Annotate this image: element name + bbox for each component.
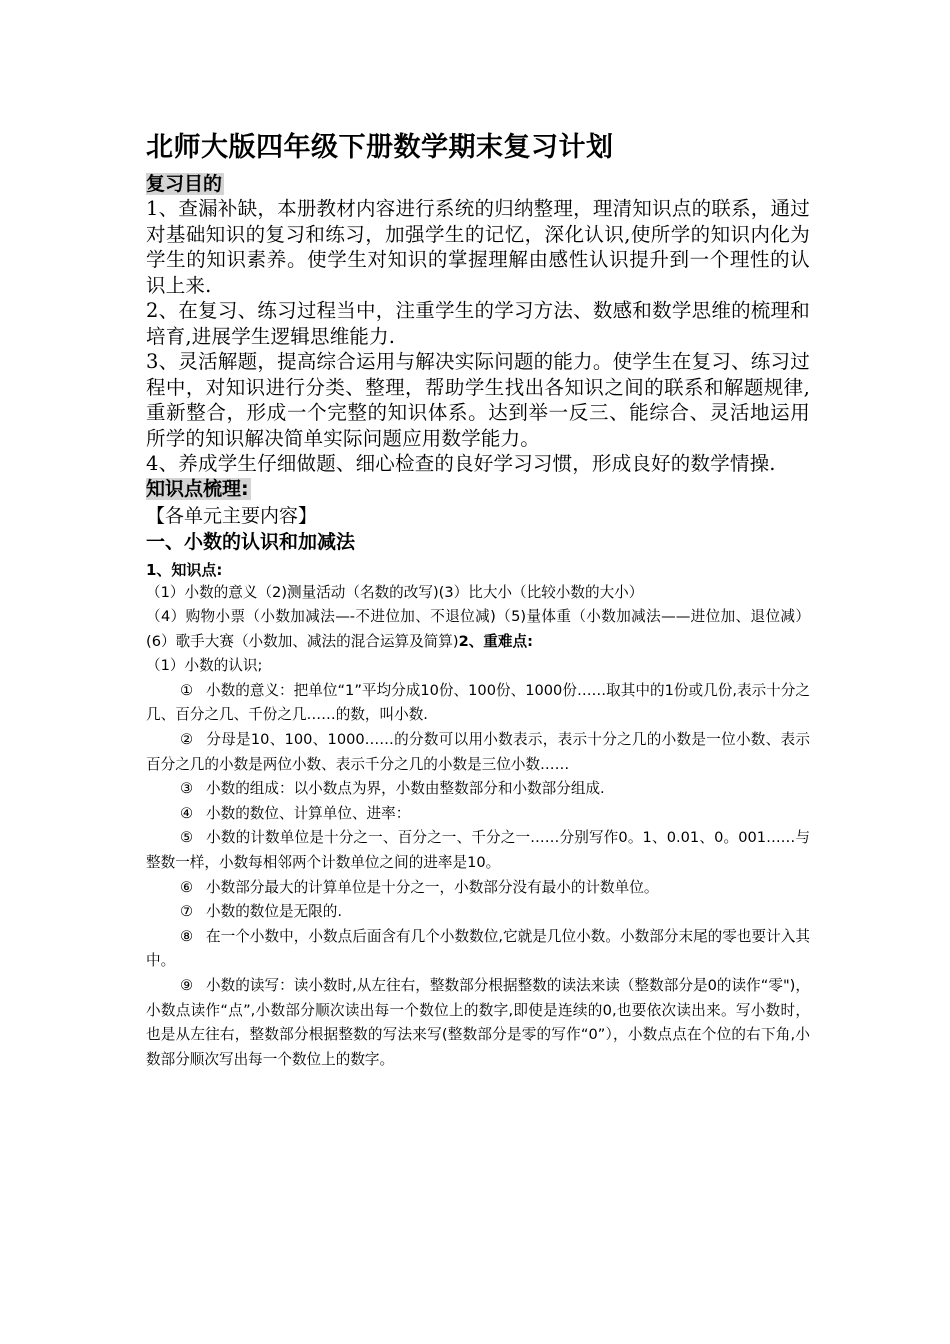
- list-item: [146, 728, 810, 777]
- difficulty-heading: 2、重难点:: [458, 632, 533, 650]
- item-text: 小数的数位是无限的.: [206, 903, 342, 921]
- list-item: [146, 802, 810, 827]
- item-number: ⑧: [180, 927, 194, 945]
- list-item: [146, 974, 810, 1072]
- section-heading-goals-text: 复习目的: [146, 173, 223, 195]
- item-number: ⑨: [180, 977, 194, 994]
- item-text: 小数部分最大的计算单位是十分之一，小数部分没有最小的计数单位。: [206, 878, 659, 896]
- goal-paragraph: 4、养成学生仔细做题、细心检查的良好学习习惯，形成良好的数学情操.: [146, 452, 776, 475]
- knowledge-points-text: （4）购物小票（小数加减法—-不进位加、不退位减)（5)量体重（小数加减法——进位加、退位减）(6）歌手大赛（小数加、减法的混合运算及简算): [146, 608, 810, 650]
- list-item: [146, 876, 810, 901]
- knowledge-points-heading: 1、知识点:: [146, 560, 223, 579]
- item-number: ⑦: [180, 903, 194, 921]
- item-text: 小数的数位、计算单位、进率：: [206, 804, 411, 822]
- list-item: [146, 925, 810, 974]
- units-heading: 【各单元主要内容】: [146, 504, 318, 527]
- section-heading-goals: [146, 172, 810, 196]
- item-number: ⑤: [180, 829, 194, 847]
- item-number: ①: [180, 681, 194, 699]
- list-item: [146, 900, 810, 925]
- list-item: [146, 777, 810, 802]
- list-item: [146, 679, 810, 728]
- goal-paragraph: 3、灵活解题，提高综合运用与解决实际问题的能力。使学生在复习、练习过程中，对知识进行分类、整理，帮助学生找出各知识之间的联系和解题规律,重新整合，形成一个完整的知识体系。达到举一反三、能综合、灵活地运用所学的知识解决简单实际问题应用数学能力。: [146, 350, 810, 450]
- item-text: 小数的读写：读小数时,从左往右，整数部分根据整数的读法来读（整数部分是0的读作“零")，小数点读作“点”,小数部分顺次读出每一个数位上的数字,即使是连续的0,也要依次读出来。写小数时，也是从左往右，整数部分根据整数的写法来写(整数部分是零的写作“0”），小数点点在个位的右下角,小数部分顺次写出每一个数位上的数字。: [146, 977, 810, 1068]
- list-item: [146, 826, 810, 875]
- item-text: 小数的意义：把单位“1”平均分成10份、100份、1000份……取其中的1份或几份,表示十分之几、百分之几、千份之几……的数，叫小数.: [146, 681, 810, 724]
- item-text: 在一个小数中，小数点后面含有几个小数数位,它就是几位小数。小数部分末尾的零也要计入其中。: [146, 927, 810, 970]
- item-number: ④: [180, 804, 194, 822]
- knowledge-points-line: （1）小数的意义（2)测量活动（名数的改写)(3）比大小（比较小数的大小）: [146, 583, 644, 601]
- section-heading-knowledge-text: 知识点梳理:: [146, 477, 249, 500]
- subsection-heading: （1）小数的认识;: [146, 657, 263, 675]
- knowledge-points-line: [146, 605, 810, 654]
- goal-paragraph: 1、查漏补缺，本册教材内容进行系统的归纳整理，理清知识点的联系，通过对基础知识的复习和练习，加强学生的记忆，深化认识,使所学的知识内化为学生的知识素养。使学生对知识的掌握理解由感性认识提升到一个理性的认识上来.: [146, 197, 810, 297]
- item-number: ③: [180, 780, 194, 798]
- goal-paragraph: 2、在复习、练习过程当中，注重学生的学习方法、数感和数学思维的梳理和培育,进展学生逻辑思维能力.: [146, 299, 810, 348]
- unit-heading: 一、小数的认识和加减法: [146, 530, 356, 553]
- item-number: ②: [180, 731, 194, 749]
- item-text: 小数的组成：以小数点为界，小数由整数部分和小数部分组成.: [206, 780, 605, 798]
- item-number: ⑥: [180, 878, 194, 896]
- section-heading-knowledge: [146, 477, 810, 501]
- item-text: 分母是10、100、1000……的分数可以用小数表示，表示十分之几的小数是一位小数、表示百分之几的小数是两位小数、表示千分之几的小数是三位小数……: [146, 731, 810, 773]
- document-page: [146, 128, 810, 1072]
- item-text: 小数的计数单位是十分之一、百分之一、千分之一……分别写作0。1、0.01、0。001……与整数一样，小数每相邻两个计数单位之间的进率是10。: [146, 829, 810, 872]
- page-title: 北师大版四年级下册数学期末复习计划: [146, 132, 614, 163]
